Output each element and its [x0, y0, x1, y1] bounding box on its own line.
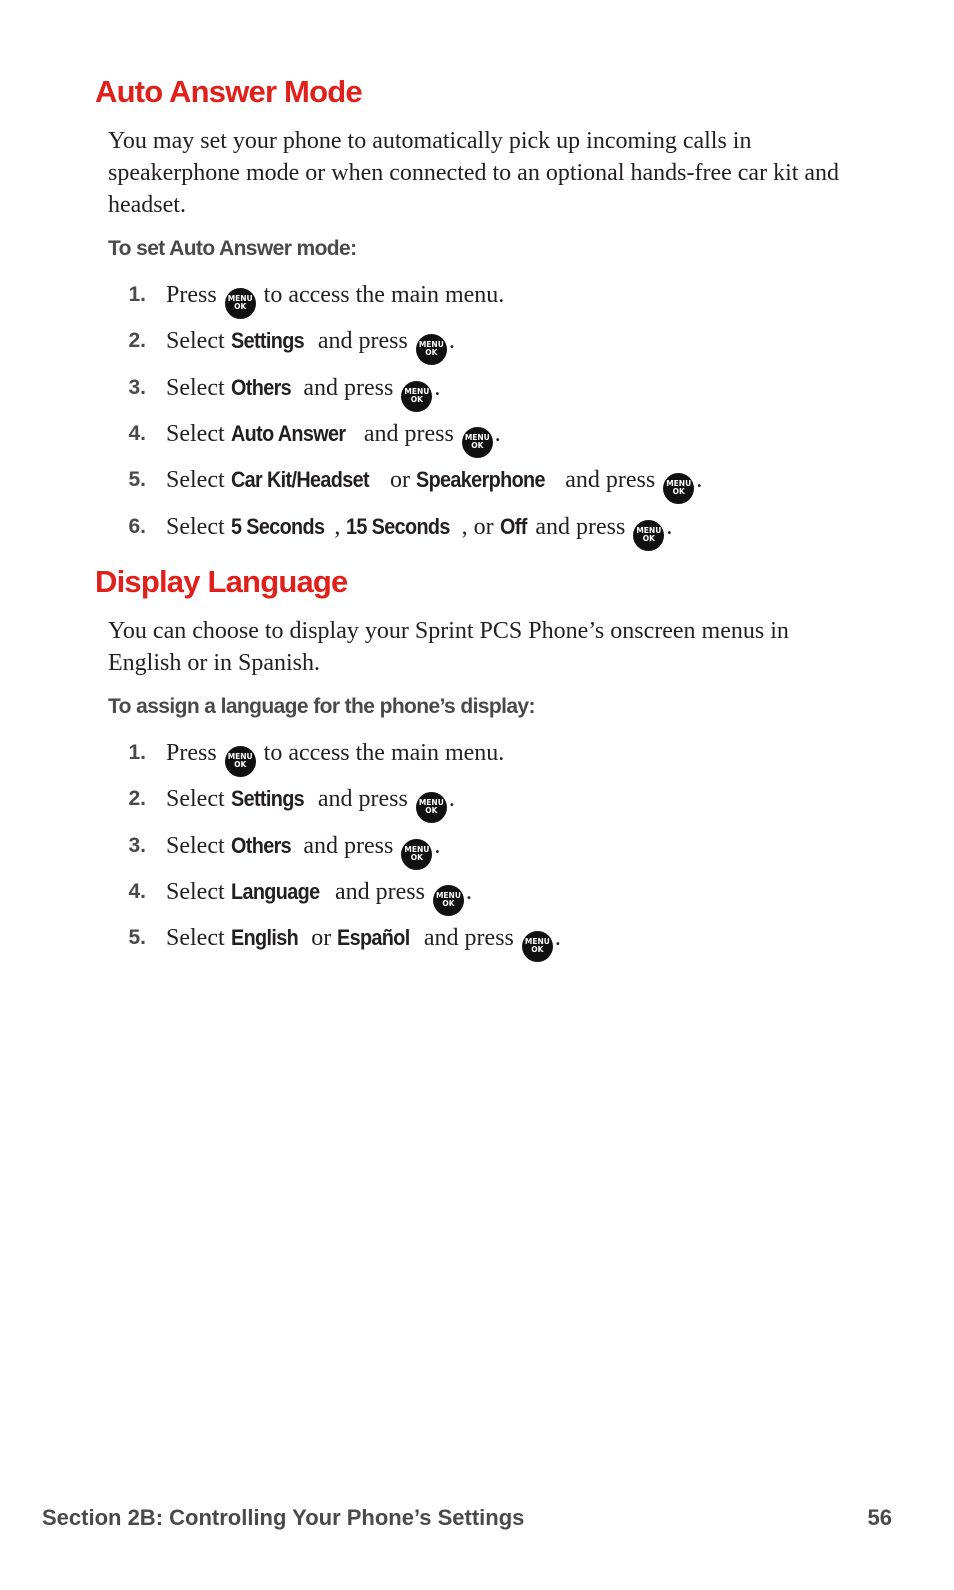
step-text-fragment: and press	[357, 420, 460, 447]
step-number: 1.	[128, 283, 146, 306]
step-number: 6.	[128, 514, 146, 538]
step-number: 2.	[128, 787, 146, 811]
step-text-fragment: to access the main menu.	[257, 282, 505, 308]
step-text-fragment: .	[448, 786, 455, 813]
step-text	[166, 278, 504, 319]
step-text-fragment: .	[434, 832, 441, 859]
menu-ok-key-icon: MENU OK	[522, 931, 553, 962]
menu-option-label: Others	[230, 374, 291, 400]
step-text-fragment: or	[305, 925, 338, 952]
menu-option-label: Others	[230, 832, 291, 858]
step-text-fragment: and press	[297, 374, 400, 401]
step-text-fragment: ,	[334, 513, 347, 540]
step-text	[166, 324, 455, 365]
step-text-fragment: and press	[559, 467, 662, 494]
procedure-title-auto-answer: To set Auto Answer mode:	[108, 237, 357, 260]
step-item	[0, 278, 954, 312]
step-text-fragment: Press	[166, 740, 223, 766]
step-text-fragment: and press	[311, 786, 414, 813]
step-text-fragment: Select	[166, 925, 231, 952]
menu-ok-key-icon: MENU OK	[225, 288, 256, 319]
section-intro-display-language: You can choose to display your Sprint PCS Phone’s onscreen menus in English or in Spanish.	[108, 618, 789, 676]
footer-section-label: Section 2B: Controlling Your Phone’s Settings	[42, 1505, 525, 1530]
menu-option-label: 5 Seconds	[230, 513, 325, 539]
section-heading-auto-answer: Auto Answer Mode	[95, 74, 362, 109]
step-number: 5.	[128, 926, 146, 950]
menu-option-label: Settings	[230, 786, 304, 812]
menu-ok-key-icon: MENU OK	[401, 839, 432, 870]
step-item	[0, 782, 954, 816]
menu-option-label: Auto Answer	[230, 420, 346, 446]
menu-ok-key-icon: MENU OK	[633, 520, 664, 551]
step-item	[0, 417, 954, 451]
step-text-fragment: , or	[461, 513, 500, 540]
step-item	[0, 875, 954, 909]
step-number: 4.	[128, 421, 146, 445]
menu-option-label: Settings	[230, 328, 304, 354]
step-text-fragment: Select	[166, 878, 231, 905]
step-item	[0, 510, 954, 544]
menu-ok-key-icon: MENU OK	[416, 334, 447, 365]
section-heading-display-language: Display Language	[95, 564, 348, 599]
step-text-fragment: to access the main menu.	[257, 740, 505, 766]
step-text-fragment: and press	[297, 832, 400, 859]
step-text-fragment: Select	[166, 513, 231, 540]
step-item	[0, 371, 954, 405]
step-text-fragment: Select	[166, 467, 231, 494]
menu-option-label: Español	[337, 925, 410, 951]
step-text	[166, 829, 440, 870]
section-intro-auto-answer: You may set your phone to automatically pick up incoming calls in speakerphone mode or when connected to an optional hands-free car kit and headset.	[108, 128, 840, 218]
step-text-fragment: Select	[166, 328, 231, 355]
menu-option-label: 15 Seconds	[346, 513, 451, 539]
step-item	[0, 324, 954, 358]
step-text-fragment: Select	[166, 786, 231, 813]
step-number: 1.	[128, 741, 146, 764]
step-text-fragment: .	[666, 513, 673, 540]
step-text-fragment: .	[494, 420, 501, 447]
page-number: 56	[867, 1505, 892, 1530]
step-text-fragment: and press	[417, 925, 520, 952]
step-text-fragment: and press	[311, 328, 414, 355]
menu-ok-key-icon: MENU OK	[225, 746, 256, 777]
step-text	[166, 875, 472, 916]
step-text-fragment: or	[383, 467, 416, 494]
menu-option-label: Speakerphone	[415, 467, 545, 493]
procedure-title-display-language: To assign a language for the phone’s display:	[108, 695, 535, 718]
menu-ok-key-icon: MENU OK	[663, 473, 694, 504]
step-item	[0, 463, 954, 497]
menu-option-label: English	[230, 925, 298, 951]
step-text	[166, 921, 561, 962]
menu-ok-key-icon: MENU OK	[401, 381, 432, 412]
step-text-fragment: Press	[166, 282, 223, 308]
step-text-fragment: .	[465, 878, 472, 905]
step-item	[0, 921, 954, 955]
menu-option-label: Car Kit/Headset	[230, 467, 369, 493]
step-text-fragment: Select	[166, 374, 231, 401]
step-item	[0, 736, 954, 770]
step-text-fragment: .	[554, 925, 561, 952]
step-text-fragment: Select	[166, 832, 231, 859]
step-text-fragment: and press	[328, 878, 431, 905]
step-number: 2.	[128, 329, 146, 353]
step-text-fragment: .	[696, 467, 703, 494]
menu-option-label: Language	[230, 878, 320, 904]
step-text	[166, 736, 504, 777]
menu-ok-key-icon: MENU OK	[433, 885, 464, 916]
menu-option-label: Off	[499, 513, 527, 539]
step-text-fragment: Select	[166, 420, 231, 447]
step-text	[166, 417, 501, 458]
step-number: 5.	[128, 468, 146, 492]
step-text-fragment: .	[448, 328, 455, 355]
step-text	[166, 463, 702, 504]
step-number: 3.	[128, 375, 146, 399]
step-text-fragment: and press	[529, 513, 632, 540]
menu-ok-key-icon: MENU OK	[462, 427, 493, 458]
step-text	[166, 371, 440, 412]
step-item	[0, 829, 954, 863]
step-text	[166, 782, 455, 823]
step-text-fragment: .	[434, 374, 441, 401]
step-text	[166, 510, 672, 551]
step-number: 3.	[128, 833, 146, 857]
menu-ok-key-icon: MENU OK	[416, 792, 447, 823]
step-number: 4.	[128, 879, 146, 903]
